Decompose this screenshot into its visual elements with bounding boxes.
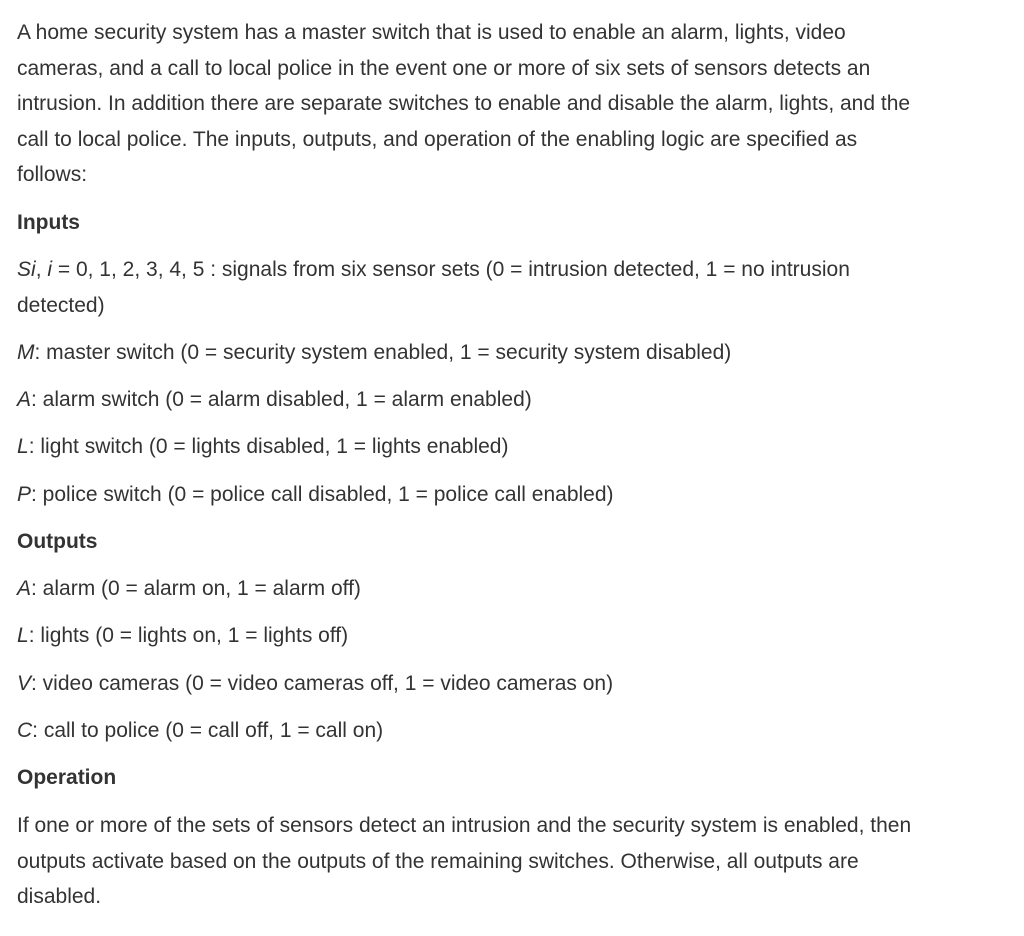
lights-output-description: : lights (0 = lights on, 1 = lights off) bbox=[28, 624, 349, 647]
intro-paragraph bbox=[17, 15, 1007, 193]
symbol-l-output: L bbox=[17, 624, 29, 647]
operation-heading: Operation bbox=[17, 766, 117, 789]
input-police bbox=[17, 477, 1007, 513]
output-video bbox=[17, 666, 1007, 702]
police-switch-description: : police switch (0 = police call disabled, 1 = police call enabled) bbox=[31, 483, 614, 506]
intro-line: follows: bbox=[17, 163, 88, 187]
output-alarm bbox=[17, 571, 1007, 607]
intro-line: cameras, and a call to local police in the event one or more of six sets of sensors detects an bbox=[17, 56, 871, 80]
symbol-si: Si bbox=[17, 258, 36, 281]
symbol-a-output: A bbox=[17, 577, 32, 600]
input-light bbox=[17, 429, 1007, 465]
sensors-description-cont: detected) bbox=[17, 293, 105, 317]
call-output-description: : call to police (0 = call off, 1 = call on) bbox=[32, 719, 384, 742]
symbol-v: V bbox=[17, 672, 32, 695]
input-alarm bbox=[17, 382, 1007, 418]
intro-line: intrusion. In addition there are separate switches to enable and disable the alarm, lights, and the bbox=[17, 92, 911, 116]
symbol-i: i bbox=[47, 258, 53, 281]
inputs-heading: Inputs bbox=[17, 211, 80, 234]
outputs-heading: Outputs bbox=[17, 530, 98, 553]
sensors-description: = 0, 1, 2, 3, 4, 5 : signals from six sensor sets (0 = intrusion detected, 1 = no intrusion bbox=[52, 258, 850, 281]
input-master bbox=[17, 335, 1007, 371]
symbol-a: A bbox=[17, 388, 32, 411]
alarm-switch-description: : alarm switch (0 = alarm disabled, 1 = alarm enabled) bbox=[31, 388, 532, 411]
output-call bbox=[17, 713, 1007, 749]
master-description: : master switch (0 = security system enabled, 1 = security system disabled) bbox=[34, 341, 732, 364]
operation-line: If one or more of the sets of sensors detect an intrusion and the security system is enabled, then bbox=[17, 814, 912, 837]
intro-line: call to local police. The inputs, outputs, and operation of the enabling logic are specified as bbox=[17, 127, 858, 151]
video-output-description: : video cameras (0 = video cameras off, 1 = video cameras on) bbox=[31, 672, 614, 695]
operation-line: disabled. bbox=[17, 885, 102, 909]
symbol-c: C bbox=[17, 719, 33, 742]
light-switch-description: : light switch (0 = lights disabled, 1 = lights enabled) bbox=[28, 435, 509, 458]
symbol-m: M bbox=[17, 341, 35, 364]
symbol-separator: , bbox=[35, 258, 48, 281]
symbol-l: L bbox=[17, 435, 29, 458]
symbol-p: P bbox=[17, 483, 32, 506]
operation-paragraph bbox=[17, 808, 1007, 915]
intro-line: A home security system has a master switch that is used to enable an alarm, lights, video bbox=[17, 21, 846, 44]
input-sensors-line bbox=[17, 252, 1007, 288]
input-sensors bbox=[17, 252, 1007, 323]
output-lights bbox=[17, 618, 1007, 654]
alarm-output-description: : alarm (0 = alarm on, 1 = alarm off) bbox=[31, 577, 361, 600]
operation-line: outputs activate based on the outputs of the remaining switches. Otherwise, all outputs are bbox=[17, 849, 859, 873]
